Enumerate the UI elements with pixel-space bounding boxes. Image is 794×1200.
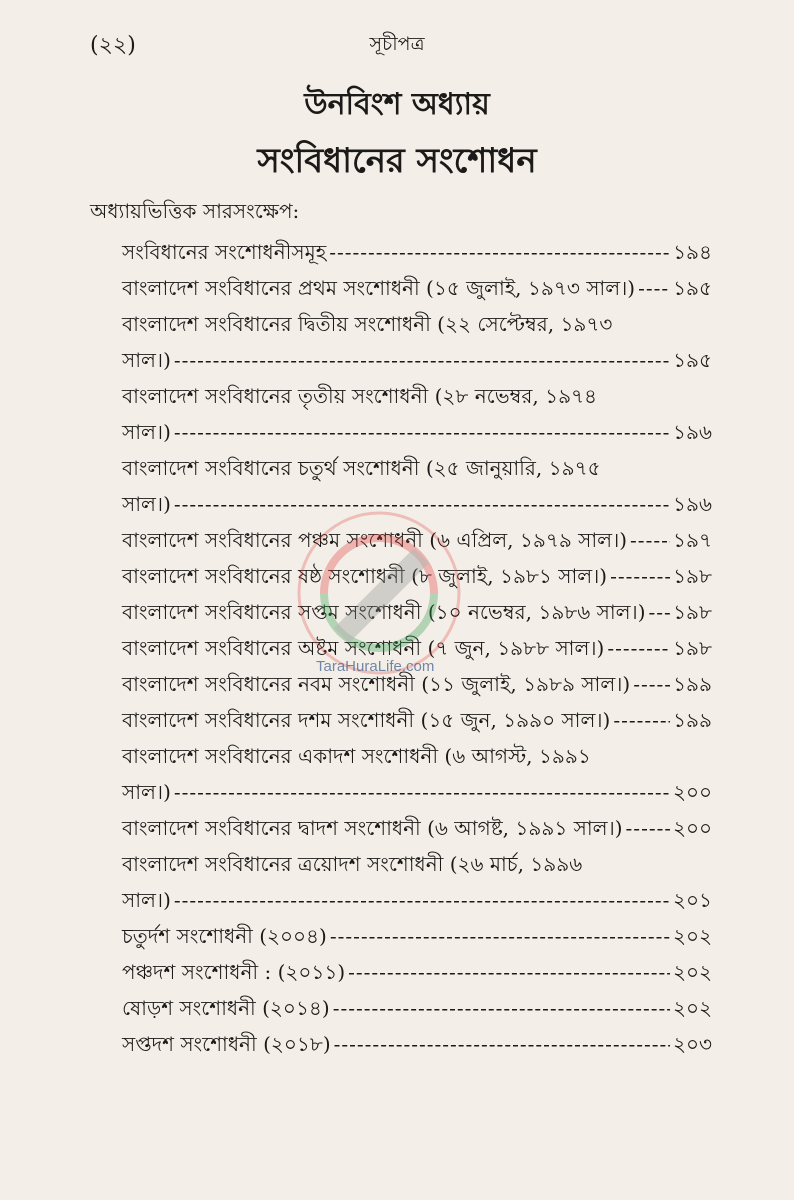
- toc-entry-line: [0, 414, 794, 450]
- toc-entry-title: বাংলাদেশ সংবিধানের ত্রয়োদশ সংশোধনী (২৬ মার্চ, ১৯৯৬: [122, 852, 583, 876]
- toc-page-number: ১৯৮: [673, 636, 712, 660]
- toc-entry-title: চতুর্দশ সংশোধনী (২০০৪): [122, 924, 327, 948]
- toc-entry-line: [0, 990, 794, 1026]
- dot-leader: [333, 990, 670, 1026]
- toc-entry: [0, 306, 794, 378]
- toc-entry: [0, 810, 794, 846]
- toc-page-number: ২০১: [673, 888, 712, 912]
- toc-entry: [0, 846, 794, 918]
- toc-entry: [0, 702, 794, 738]
- dot-leader: [174, 774, 670, 810]
- dot-leader: [174, 486, 670, 522]
- toc-entry-title: ষোড়শ সংশোধনী (২০১৪): [122, 996, 330, 1020]
- toc-entry-line: [0, 774, 794, 810]
- toc-entry-title: বাংলাদেশ সংবিধানের পঞ্চম সংশোধনী (৬ এপ্রিল, ১৯৭৯ সাল।): [122, 528, 628, 552]
- toc-entry-title-continued: সাল।): [122, 420, 171, 444]
- page-header: [0, 28, 794, 62]
- toc-page-number: ২০০: [672, 816, 712, 840]
- toc-entry-title: বাংলাদেশ সংবিধানের দ্বাদশ সংশোধনী (৬ আগষ্ট, ১৯৯১ সাল।): [122, 816, 623, 840]
- toc-entry: [0, 522, 794, 558]
- toc-entry: [0, 234, 794, 270]
- toc-page-number: ২০০: [672, 780, 712, 804]
- toc-entry-line: [0, 846, 794, 882]
- toc-entry-title-continued: সাল।): [122, 348, 171, 372]
- toc-entry-line: [0, 522, 794, 558]
- toc-page-number: ১৯৬: [673, 420, 712, 444]
- toc-page-number: ১৯৯: [673, 708, 712, 732]
- toc-entry: [0, 378, 794, 450]
- toc-entry-title: বাংলাদেশ সংবিধানের দ্বিতীয় সংশোধনী (২২ সেপ্টেম্বর, ১৯৭৩: [122, 312, 613, 336]
- dot-leader: [174, 414, 670, 450]
- toc-entry-title-continued: সাল।): [122, 888, 171, 912]
- toc-entry: [0, 558, 794, 594]
- toc-page-number: ১৯৫: [673, 348, 712, 372]
- toc-page-number: ১৯৭: [673, 528, 712, 552]
- toc-entry-line: [0, 486, 794, 522]
- toc-entry-line: [0, 738, 794, 774]
- dot-leader: [613, 702, 670, 738]
- toc-entry-line: [0, 702, 794, 738]
- toc-entry: [0, 990, 794, 1026]
- table-of-contents: [0, 234, 794, 1062]
- toc-entry: [0, 954, 794, 990]
- toc-entry: [0, 918, 794, 954]
- toc-page-number: ১৯৮: [673, 600, 712, 624]
- toc-entry-title: বাংলাদেশ সংবিধানের তৃতীয় সংশোধনী (২৮ নভেম্বর, ১৯৭৪: [122, 384, 598, 408]
- toc-entry-line: [0, 810, 794, 846]
- toc-entry-title: বাংলাদেশ সংবিধানের ষষ্ঠ সংশোধনী (৮ জুলাই, ১৯৮১ সাল।): [122, 564, 608, 588]
- dot-leader: [630, 522, 670, 558]
- toc-entry-title: সংবিধানের সংশোধনীসমূহ: [122, 240, 327, 264]
- toc-entry-line: [0, 306, 794, 342]
- dot-leader: [334, 1026, 670, 1062]
- dot-leader: [610, 558, 670, 594]
- toc-entry-line: [0, 1026, 794, 1062]
- dot-leader: [330, 918, 670, 954]
- toc-entry-title: বাংলাদেশ সংবিধানের প্রথম সংশোধনী (১৫ জুলাই, ১৯৭৩ সাল।): [122, 276, 636, 300]
- toc-entry-title: বাংলাদেশ সংবিধানের অষ্টম সংশোধনী (৭ জুন, ১৯৮৮ সাল।): [122, 636, 605, 660]
- toc-entry-title: বাংলাদেশ সংবিধানের সপ্তম সংশোধনী (১০ নভেম্বর, ১৯৮৬ সাল।): [122, 600, 646, 624]
- toc-entry-line: [0, 450, 794, 486]
- toc-entry-line: [0, 882, 794, 918]
- summary-label: অধ্যায়ভিত্তিক সারসংক্ষেপ:: [90, 199, 300, 223]
- toc-entry: [0, 270, 794, 306]
- toc-entry: [0, 738, 794, 810]
- page-number: (২২): [90, 33, 136, 58]
- toc-page-number: ১৯৮: [673, 564, 712, 588]
- toc-entry-line: [0, 558, 794, 594]
- toc-entry-title-continued: সাল।): [122, 780, 171, 804]
- toc-entry-title: পঞ্চদশ সংশোধনী : (২০১১): [122, 960, 346, 984]
- running-title: সূচীপত্র: [369, 33, 425, 55]
- watermark-text: TaraHuraLife.com: [316, 658, 435, 675]
- toc-entry-title: বাংলাদেশ সংবিধানের একাদশ সংশোধনী (৬ আগস্ট, ১৯৯১: [122, 744, 591, 768]
- chapter-subject: সংবিধানের সংশোধন: [257, 141, 537, 181]
- toc-page-number: ২০২: [672, 996, 712, 1020]
- toc-entry: [0, 450, 794, 522]
- dot-leader: [329, 234, 670, 270]
- toc-entry-line: [0, 918, 794, 954]
- toc-page-number: ২০৩: [672, 1032, 712, 1056]
- toc-entry-title-continued: সাল।): [122, 492, 171, 516]
- dot-leader: [649, 594, 671, 630]
- toc-entry-line: [0, 342, 794, 378]
- toc-entry-title: বাংলাদেশ সংবিধানের দশম সংশোধনী (১৫ জুন, ১৯৯০ সাল।): [122, 708, 611, 732]
- dot-leader: [174, 342, 670, 378]
- dot-leader: [174, 882, 670, 918]
- dot-leader: [638, 270, 670, 306]
- toc-entry-line: [0, 234, 794, 270]
- toc-entry: [0, 1026, 794, 1062]
- toc-entry-line: [0, 594, 794, 630]
- toc-entry-title: বাংলাদেশ সংবিধানের চতুর্থ সংশোধনী (২৫ জানুয়ারি, ১৯৭৫: [122, 456, 601, 480]
- dot-leader: [626, 810, 670, 846]
- chapter-title: উনবিংশ অধ্যায়: [304, 87, 490, 122]
- dot-leader: [348, 954, 670, 990]
- toc-page-number: ১৯৯: [673, 672, 712, 696]
- toc-entry-title: সপ্তদশ সংশোধনী (২০১৮): [122, 1032, 331, 1056]
- toc-entry-line: [0, 954, 794, 990]
- toc-entry-line: [0, 270, 794, 306]
- dot-leader: [633, 666, 670, 702]
- toc-page-number: ১৯৪: [673, 240, 712, 264]
- toc-entry: [0, 594, 794, 630]
- toc-page-number: ২০২: [672, 960, 712, 984]
- toc-page-number: ২০২: [672, 924, 712, 948]
- toc-entry-title: বাংলাদেশ সংবিধানের নবম সংশোধনী (১১ জুলাই, ১৯৮৯ সাল।): [122, 672, 631, 696]
- toc-entry-line: [0, 378, 794, 414]
- dot-leader: [607, 630, 670, 666]
- toc-page-number: ১৯৬: [673, 492, 712, 516]
- toc-page-number: ১৯৫: [673, 276, 712, 300]
